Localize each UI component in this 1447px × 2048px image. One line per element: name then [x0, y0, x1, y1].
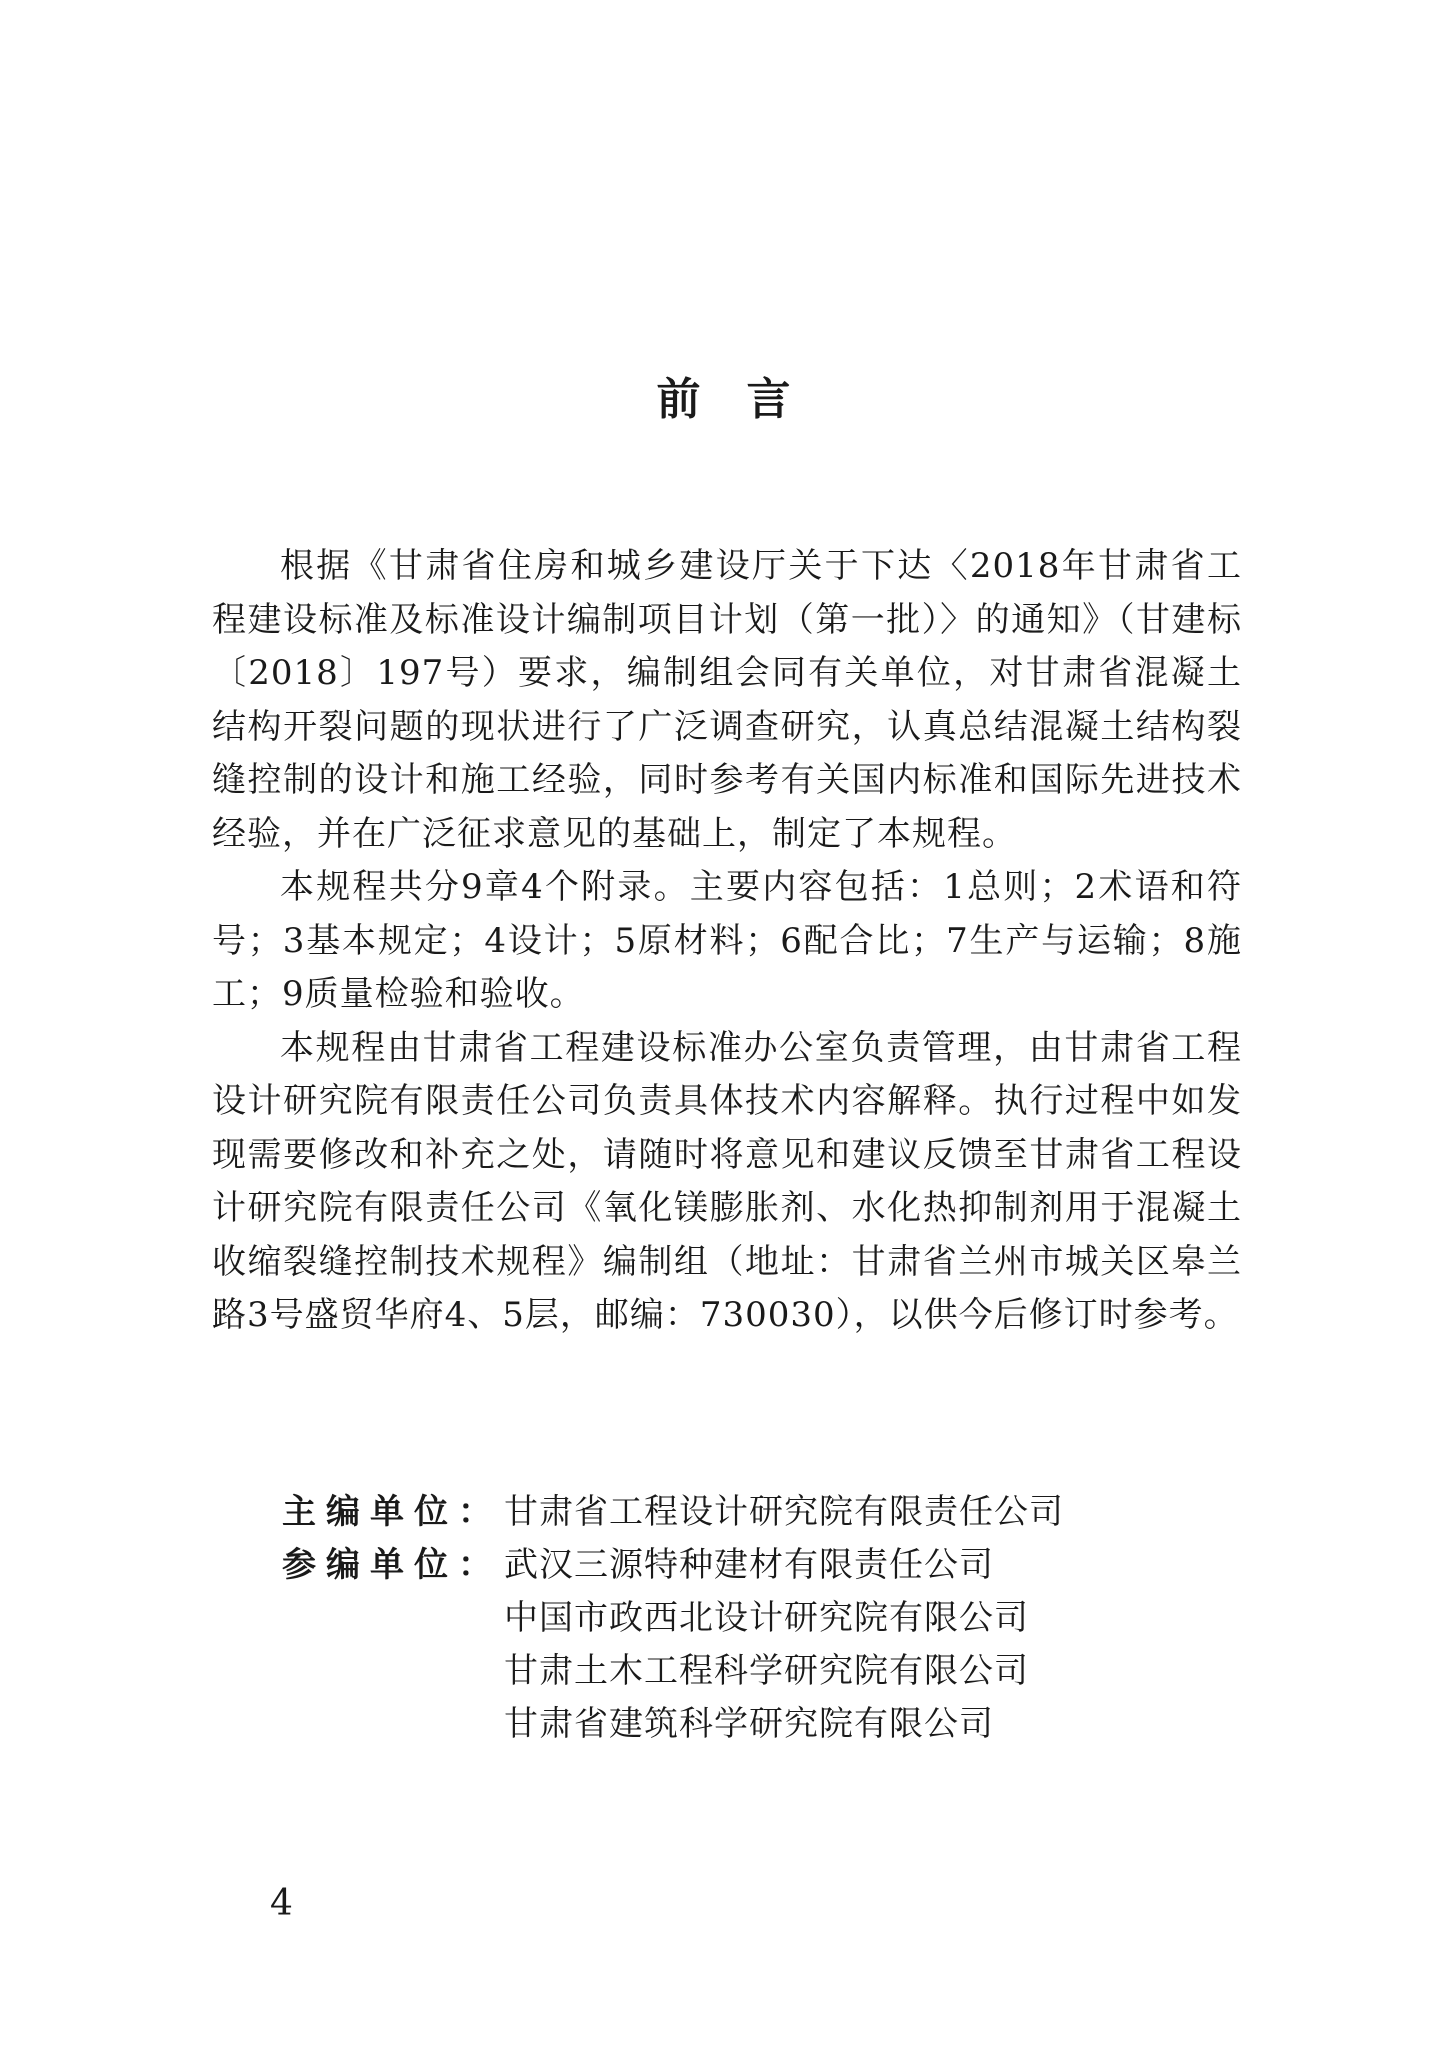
chief-unit-label: 主编单位： — [282, 1492, 502, 1532]
participating-unit-name: 武汉三源特种建材有限责任公司 — [504, 1545, 994, 1585]
participating-unit-name: 甘肃土木工程科学研究院有限公司 — [504, 1651, 1029, 1691]
preface-body — [212, 540, 1242, 1343]
participating-units-values — [504, 1539, 1029, 1751]
chief-unit-name: 甘肃省工程设计研究院有限责任公司 — [504, 1492, 1064, 1532]
participating-units-label: 参编单位： — [282, 1545, 502, 1585]
editing-units — [282, 1486, 1182, 1751]
chief-unit-values — [504, 1486, 1064, 1539]
participating-units-row — [282, 1539, 1182, 1751]
preface-paragraph-3: 本规程由甘肃省工程建设标准办公室负责管理，由甘肃省工程设计研究院有限责任公司负责具体技术内容解释。执行过程中如发现需要修改和补充之处，请随时将意见和建议反馈至甘肃省工程设计研究院有限责任公司《氧化镁膨胀剂、水化热抑制剂用于混凝土收缩裂缝控制技术规程》编制组（地址：甘肃省兰州市城关区皋兰路3号盛贸华府4、5层，邮编：730030），以供今后修订时参考。 — [212, 1027, 1242, 1335]
page-title: 前言 — [656, 374, 837, 425]
participating-unit-name: 甘肃省建筑科学研究院有限公司 — [504, 1704, 994, 1744]
preface-paragraph-2: 本规程共分9章4个附录。主要内容包括：1总则；2术语和符号；3基本规定；4设计；5原材料；6配合比；7生产与运输；8施工；9质量检验和验收。 — [212, 867, 1242, 1014]
preface-paragraph-1: 根据《甘肃省住房和城乡建设厅关于下达〈2018年甘肃省工程建设标准及标准设计编制项目计划（第一批）〉的通知》（甘建标〔2018〕197号）要求，编制组会同有关单位，对甘肃省混凝土结构开裂问题的现状进行了广泛调查研究，认真总结混凝土结构裂缝控制的设计和施工经验，同时参考有关国内标准和国际先进技术经验，并在广泛征求意见的基础上，制定了本规程。 — [212, 546, 1242, 854]
participating-unit-name: 中国市政西北设计研究院有限公司 — [504, 1598, 1029, 1638]
page-number: 4 — [270, 1883, 293, 1924]
chief-unit-row — [282, 1486, 1182, 1539]
